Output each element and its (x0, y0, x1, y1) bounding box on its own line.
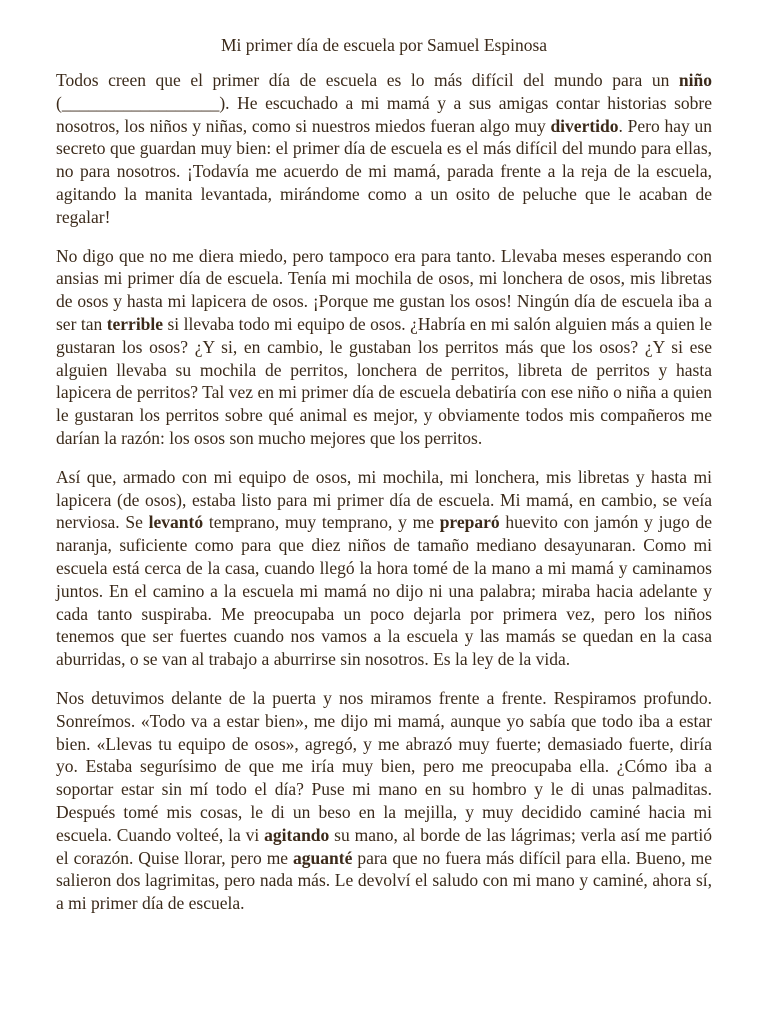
text-run: huevito con jamón y jugo de naranja, suficiente como para que diez niños de tamaño mediano desayunaran. Como mi escuela está cerca de la casa, cuando llegó la hora tomé de la mano a mi mamá y caminamos juntos. En el camino a la escuela mi mamá no dijo ni una palabra; miraba hacia adelante y cada tanto suspiraba. Me preocupaba un poco dejarla por primera vez, pero los niños tenemos que ser fuertes cuando nos vamos a la escuela y las mamás se quedan en la casa aburridas, o se van al trabajo a aburrirse sin nosotros. Es la ley de la vida. (56, 512, 712, 670)
document-title: Mi primer día de escuela por Samuel Espinosa (220, 35, 548, 55)
paragraph (56, 466, 712, 671)
paragraph (56, 687, 712, 915)
bold-word: levantó (148, 512, 204, 533)
text-run: (__________________). He escuchado a mi mamá y a sus amigas contar historias sobre nosotros, los niños y niñas, como si nuestros miedos fueran algo muy (56, 92, 712, 136)
bold-word: preparó (439, 512, 500, 533)
bold-word: niño (678, 70, 712, 90)
paragraph (56, 245, 712, 450)
text-run: No digo que no me diera miedo, pero tampoco era para tanto. Llevaba meses esperando con ansias mi primer día de escuela. Tenía mi mochila de osos, mi lonchera de osos, mis libretas de osos y hasta mi lapicera de osos. ¡Porque me gustan los osos! Ningún día de escuela iba a ser tan (56, 245, 712, 334)
bold-word: aguanté (293, 847, 353, 868)
text-run: Así que, armado con mi equipo de osos, mi mochila, mi lonchera, mis libretas y hasta mi lapicera (de osos), estaba listo para mi primer día de escuela. Mi mamá, en cambio, se veía nerviosa. Se (56, 466, 712, 533)
text-run: su mano, al borde de las lágrimas; verla así me partió el corazón. Quise llorar, pero me (56, 824, 713, 868)
bold-word: terrible (106, 313, 164, 334)
document-body (56, 69, 712, 915)
text-run: Nos detuvimos delante de la puerta y nos miramos frente a frente. Respiramos profundo. Sonreímos. «Todo va a estar bien», me dijo mi mamá, aunque yo sabía que todo iba a estar bien. «Llevas tu equipo de osos», agregó, y me abrazó muy fuerte; demasiado fuerte, diría yo. Estaba segurísimo de que me iría muy bien, pero me preocupaba ella. ¿Cómo iba a soportar estar sin mí todo el día? Puse mi mano en su hombro y le di unas palmaditas. Después tomé mis cosas, le di un beso en la mejilla, y muy decidido caminé hacia mi escuela. Cuando volteé, la vi (56, 687, 712, 845)
bold-word: agitando (264, 824, 330, 845)
text-run: Todos creen que el primer día de escuela es lo más difícil del mundo para un (56, 70, 679, 90)
paragraph (56, 69, 712, 229)
bold-word: divertido (550, 115, 619, 136)
text-run: para que no fuera más difícil para ella. Bueno, me salieron dos lagrimitas, pero nada más. Le devolví el saludo con mi mano y caminé, ahora sí, a mi primer día de escuela. (56, 847, 712, 914)
text-run: temprano, muy temprano, y me (203, 512, 440, 533)
text-run: si llevaba todo mi equipo de osos. ¿Habría en mi salón alguien más a quien le gustaran los osos? ¿Y si, en cambio, le gustaban los perritos más que los osos? ¿Y si ese alguien llevaba su mochila de perritos, lonchera de perritos, libreta de perritos y hasta lapicera de perritos? Tal vez en mi primer día de escuela debatiría con ese niño o niña a quien le gustaran los perritos sobre qué animal es mejor, y obviamente todos mis compañeros me darían la razón: los osos son mucho mejores que los perritos. (56, 313, 712, 448)
text-run: . Pero hay un secreto que guardan muy bien: el primer día de escuela es el más difícil del mundo para ellas, no para nosotros. ¡Todavía me acuerdo de mi mamá, parada frente a la reja de la escuela, agitando la manita levantada, mirándome como a un osito de peluche que le acaban de regalar! (56, 115, 712, 227)
